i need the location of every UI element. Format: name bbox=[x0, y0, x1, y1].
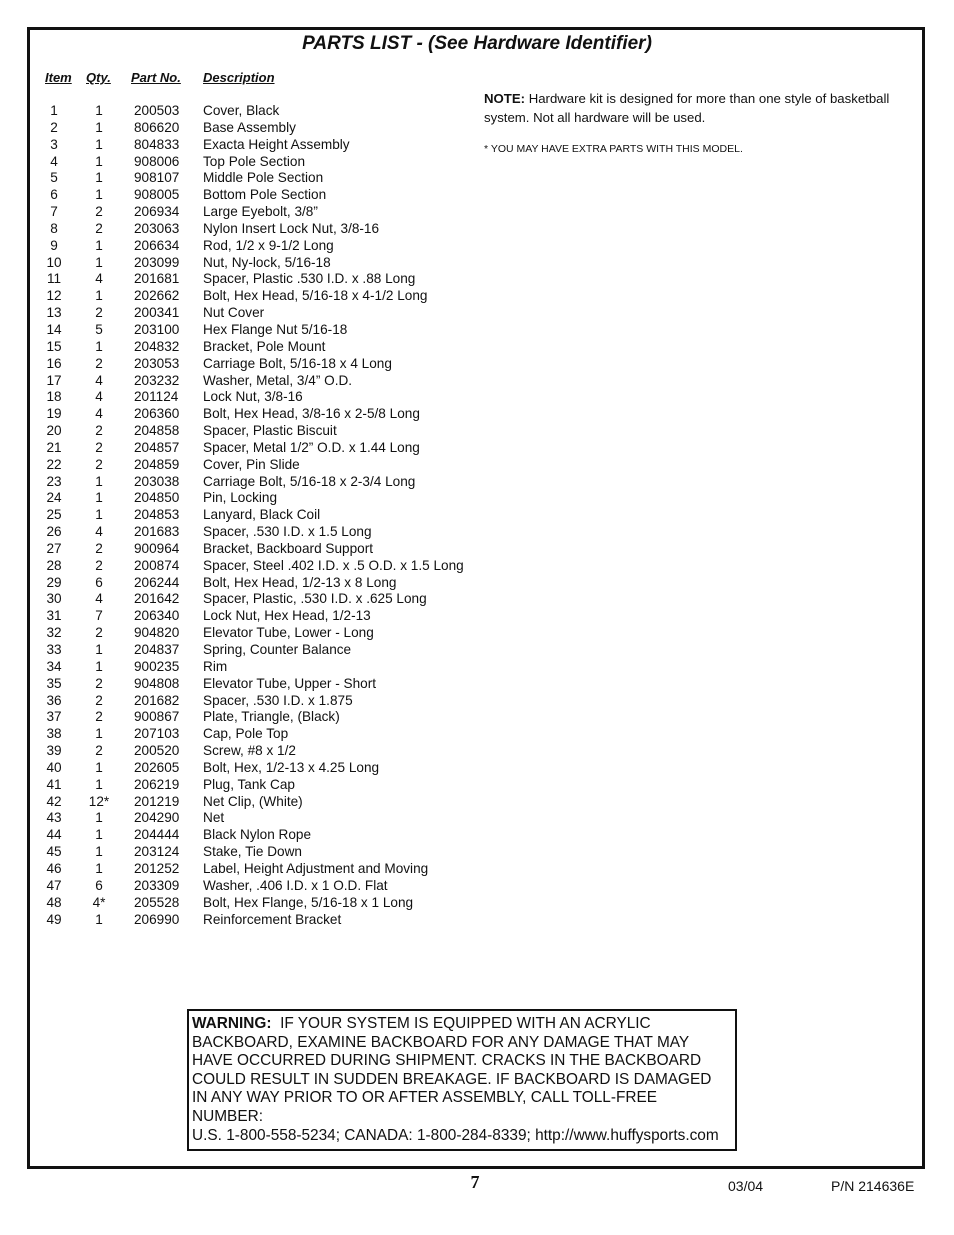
table-row bbox=[0, 288, 480, 305]
item-number: 9 bbox=[50, 237, 58, 253]
quantity: 2 bbox=[95, 743, 103, 759]
quantity: 4 bbox=[95, 591, 103, 607]
description: Bolt, Hex Head, 3/8-16 x 2-5/8 Long bbox=[203, 406, 420, 422]
item-number: 47 bbox=[46, 877, 62, 893]
table-row bbox=[0, 373, 480, 390]
item-number: 36 bbox=[46, 692, 62, 708]
table-row bbox=[0, 541, 480, 558]
item-number: 16 bbox=[46, 355, 62, 371]
table-row bbox=[0, 507, 480, 524]
description: Rim bbox=[203, 658, 228, 674]
quantity: 2 bbox=[95, 675, 103, 691]
item-number: 33 bbox=[46, 642, 62, 657]
note-text: Hardware kit is designed for more than one style of basketball system. Not all hardware will be used. bbox=[484, 91, 890, 125]
table-row bbox=[0, 709, 480, 726]
description: Middle Pole Section bbox=[203, 170, 324, 186]
part-number: 206244 bbox=[134, 574, 180, 590]
quantity: 2 bbox=[95, 557, 103, 573]
item-number: 6 bbox=[50, 187, 58, 203]
item-number: 23 bbox=[46, 473, 62, 489]
description: Label, Height Adjustment and Moving bbox=[203, 860, 429, 876]
quantity: 1 bbox=[95, 827, 103, 843]
part-number: 204859 bbox=[134, 456, 180, 472]
description: Lanyard, Black Coil bbox=[203, 507, 321, 523]
part-number: 904808 bbox=[134, 675, 180, 691]
table-row bbox=[0, 693, 480, 710]
table-row bbox=[0, 339, 480, 356]
table-row bbox=[0, 794, 480, 811]
table-row bbox=[0, 322, 480, 339]
item-number: 32 bbox=[46, 625, 62, 641]
table-row bbox=[0, 305, 480, 322]
table-row bbox=[0, 389, 480, 406]
part-number: 900867 bbox=[134, 709, 180, 725]
item-number: 45 bbox=[46, 844, 62, 860]
quantity: 2 bbox=[95, 220, 103, 236]
table-row bbox=[0, 726, 480, 743]
part-number: 204858 bbox=[134, 423, 180, 439]
item-number: 38 bbox=[46, 726, 62, 742]
description: Bolt, Hex Flange, 5/16-18 x 1 Long bbox=[203, 894, 414, 910]
warning-line: NUMBER: bbox=[192, 1107, 263, 1125]
part-number: 200520 bbox=[134, 743, 180, 759]
quantity: 1 bbox=[95, 237, 103, 253]
part-number: 201642 bbox=[134, 591, 180, 607]
table-row bbox=[0, 238, 480, 255]
item-number: 1 bbox=[50, 103, 58, 118]
item-number: 21 bbox=[46, 439, 62, 455]
part-number: 206340 bbox=[134, 608, 180, 624]
quantity: 12* bbox=[88, 793, 110, 809]
part-number: 203124 bbox=[134, 844, 180, 860]
part-number: 204853 bbox=[134, 507, 180, 523]
item-number: 48 bbox=[46, 894, 62, 910]
table-row bbox=[0, 170, 480, 187]
table-row bbox=[0, 474, 480, 491]
quantity: 1 bbox=[95, 153, 103, 169]
part-number: 206634 bbox=[134, 237, 180, 253]
page-title: PARTS LIST - (See Hardware Identifier) bbox=[302, 33, 652, 54]
table-row bbox=[0, 154, 480, 171]
table-row bbox=[0, 423, 480, 440]
description: Large Eyebolt, 3/8” bbox=[203, 204, 318, 220]
quantity: 1 bbox=[95, 170, 103, 186]
part-number: 204857 bbox=[134, 439, 180, 455]
item-number: 37 bbox=[46, 709, 62, 725]
part-number: 204444 bbox=[134, 827, 180, 843]
description: Elevator Tube, Upper - Short bbox=[203, 675, 377, 691]
table-row bbox=[0, 524, 480, 541]
part-number: 204837 bbox=[134, 642, 180, 657]
item-number: 19 bbox=[46, 406, 62, 422]
table-row bbox=[0, 558, 480, 575]
quantity: 1 bbox=[95, 844, 103, 860]
part-number: 900235 bbox=[134, 658, 180, 674]
quantity: 4 bbox=[95, 271, 103, 287]
table-row bbox=[0, 221, 480, 238]
description: Net bbox=[203, 810, 225, 826]
description: Washer, .406 I.D. x 1 O.D. Flat bbox=[203, 877, 388, 893]
item-number: 44 bbox=[46, 827, 62, 843]
item-number: 28 bbox=[46, 557, 62, 573]
table-row bbox=[0, 608, 480, 625]
description: Spacer, Metal 1/2” O.D. x 1.44 Long bbox=[203, 439, 420, 455]
table-row bbox=[0, 271, 480, 288]
item-number: 41 bbox=[46, 776, 62, 792]
part-number: 908107 bbox=[134, 170, 180, 186]
quantity: 1 bbox=[95, 136, 103, 152]
header-part-no: Part No. bbox=[131, 70, 181, 85]
quantity: 2 bbox=[95, 709, 103, 725]
description: Bolt, Hex Head, 1/2-13 x 8 Long bbox=[203, 574, 397, 590]
quantity: 2 bbox=[95, 692, 103, 708]
part-number: 206219 bbox=[134, 776, 180, 792]
quantity: 1 bbox=[95, 860, 103, 876]
item-number: 40 bbox=[46, 759, 62, 775]
description: Reinforcement Bracket bbox=[203, 911, 342, 927]
part-number: 900964 bbox=[134, 540, 180, 556]
description: Cover, Pin Slide bbox=[203, 456, 300, 472]
item-number: 2 bbox=[50, 119, 58, 135]
part-number: 201252 bbox=[134, 860, 180, 876]
description: Elevator Tube, Lower - Long bbox=[203, 625, 374, 641]
part-number: 206990 bbox=[134, 911, 180, 927]
quantity: 2 bbox=[95, 204, 103, 220]
description: Washer, Metal, 3/4” O.D. bbox=[203, 372, 353, 388]
quantity: 2 bbox=[95, 540, 103, 556]
item-number: 46 bbox=[46, 860, 62, 876]
description: Base Assembly bbox=[203, 119, 296, 135]
quantity: 1 bbox=[95, 658, 103, 674]
description: Hex Flange Nut 5/16-18 bbox=[203, 321, 348, 337]
note-label: NOTE: bbox=[484, 91, 526, 106]
part-number: 201683 bbox=[134, 524, 180, 540]
item-number: 22 bbox=[46, 456, 62, 472]
part-number: 908006 bbox=[134, 153, 180, 169]
table-row bbox=[0, 103, 480, 120]
quantity: 1 bbox=[95, 507, 103, 523]
description: Spacer, .530 I.D. x 1.5 Long bbox=[203, 524, 372, 540]
warning-box bbox=[187, 1009, 737, 1151]
item-number: 8 bbox=[50, 220, 58, 236]
quantity: 1 bbox=[95, 338, 103, 354]
revision-date: 03/04 bbox=[728, 1178, 764, 1194]
item-number: 39 bbox=[46, 743, 62, 759]
hardware-note bbox=[484, 89, 924, 127]
description: Plug, Tank Cap bbox=[203, 776, 295, 792]
description: Spacer, .530 I.D. x 1.875 bbox=[203, 692, 353, 708]
table-row bbox=[0, 810, 480, 827]
quantity: 1 bbox=[95, 759, 103, 775]
quantity: 1 bbox=[95, 776, 103, 792]
table-row bbox=[0, 895, 480, 912]
item-number: 34 bbox=[46, 658, 62, 674]
quantity: 4 bbox=[95, 524, 103, 540]
quantity: 1 bbox=[95, 490, 103, 506]
table-row bbox=[0, 642, 480, 659]
part-number: 205528 bbox=[134, 894, 180, 910]
item-number: 27 bbox=[46, 540, 62, 556]
description: Bolt, Hex, 1/2-13 x 4.25 Long bbox=[203, 759, 380, 775]
description: Screw, #8 x 1/2 bbox=[203, 743, 296, 759]
item-number: 15 bbox=[46, 338, 62, 354]
description: Cap, Pole Top bbox=[203, 726, 289, 742]
warning-line: IN ANY WAY PRIOR TO OR AFTER ASSEMBLY, CALL TOLL-FREE bbox=[192, 1089, 658, 1107]
quantity: 1 bbox=[95, 726, 103, 742]
part-number: 203038 bbox=[134, 473, 180, 489]
table-row bbox=[0, 440, 480, 457]
extra-parts-note: * YOU MAY HAVE EXTRA PARTS WITH THIS MODEL. bbox=[484, 143, 743, 155]
quantity: 6 bbox=[95, 877, 103, 893]
quantity: 1 bbox=[95, 810, 103, 826]
quantity: 4 bbox=[95, 389, 103, 405]
description: Nut Cover bbox=[203, 305, 265, 321]
item-number: 31 bbox=[46, 608, 62, 624]
part-number: 204290 bbox=[134, 810, 180, 826]
table-row bbox=[0, 406, 480, 423]
item-number: 20 bbox=[46, 423, 62, 439]
part-number: 203053 bbox=[134, 355, 180, 371]
quantity: 1 bbox=[95, 911, 103, 927]
description: Top Pole Section bbox=[203, 153, 306, 169]
part-number: 201219 bbox=[134, 793, 180, 809]
table-row bbox=[0, 743, 480, 760]
part-number: 203309 bbox=[134, 877, 180, 893]
part-number: 203100 bbox=[134, 321, 180, 337]
table-row bbox=[0, 204, 480, 221]
item-number: 49 bbox=[46, 911, 62, 927]
item-number: 13 bbox=[46, 305, 62, 321]
description: Cover, Black bbox=[203, 103, 280, 118]
header-qty: Qty. bbox=[86, 70, 111, 85]
description: Plate, Triangle, (Black) bbox=[203, 709, 340, 725]
item-number: 30 bbox=[46, 591, 62, 607]
description: Exacta Height Assembly bbox=[203, 136, 350, 152]
quantity: 2 bbox=[95, 423, 103, 439]
table-row bbox=[0, 255, 480, 272]
part-number: 200341 bbox=[134, 305, 180, 321]
quantity: 5 bbox=[95, 321, 103, 337]
part-number: 207103 bbox=[134, 726, 180, 742]
description: Bracket, Pole Mount bbox=[203, 338, 326, 354]
description: Nut, Ny-lock, 5/16-18 bbox=[203, 254, 331, 270]
description: Carriage Bolt, 5/16-18 x 2-3/4 Long bbox=[203, 473, 416, 489]
item-number: 12 bbox=[46, 288, 62, 304]
part-number: 201681 bbox=[134, 271, 180, 287]
part-number: 204850 bbox=[134, 490, 180, 506]
item-number: 26 bbox=[46, 524, 62, 540]
table-row bbox=[0, 827, 480, 844]
part-number: 202605 bbox=[134, 759, 180, 775]
table-row bbox=[0, 187, 480, 204]
quantity: 1 bbox=[95, 187, 103, 203]
part-number: 203063 bbox=[134, 220, 180, 236]
warning-label: WARNING: bbox=[192, 1015, 272, 1032]
part-number: 203099 bbox=[134, 254, 180, 270]
quantity: 1 bbox=[95, 119, 103, 135]
part-number: 201124 bbox=[134, 389, 179, 405]
part-number: 206934 bbox=[134, 204, 180, 220]
description: Carriage Bolt, 5/16-18 x 4 Long bbox=[203, 355, 392, 371]
description: Spacer, Plastic, .530 I.D. x .625 Long bbox=[203, 591, 427, 607]
item-number: 43 bbox=[46, 810, 62, 826]
table-row bbox=[0, 659, 480, 676]
parts-table bbox=[0, 103, 480, 928]
table-row bbox=[0, 457, 480, 474]
table-row bbox=[0, 575, 480, 592]
table-row bbox=[0, 490, 480, 507]
part-number: 908005 bbox=[134, 187, 180, 203]
description: Black Nylon Rope bbox=[203, 827, 312, 843]
description: Bottom Pole Section bbox=[203, 187, 327, 203]
item-number: 29 bbox=[46, 574, 62, 590]
quantity: 4 bbox=[95, 406, 103, 422]
header-description: Description bbox=[203, 70, 275, 85]
description: Spacer, Steel .402 I.D. x .5 O.D. x 1.5 Long bbox=[203, 557, 464, 573]
description: Rod, 1/2 x 9-1/2 Long bbox=[203, 237, 334, 253]
table-row bbox=[0, 137, 480, 154]
table-row bbox=[0, 120, 480, 137]
part-number: 200503 bbox=[134, 103, 180, 118]
part-number: 804833 bbox=[134, 136, 180, 152]
table-row bbox=[0, 844, 480, 861]
part-number: 204832 bbox=[134, 338, 180, 354]
warning-line: BACKBOARD, EXAMINE BACKBOARD FOR ANY DAMAGE THAT MAY bbox=[192, 1033, 690, 1051]
part-number: 806620 bbox=[134, 119, 180, 135]
description: Lock Nut, Hex Head, 1/2-13 bbox=[203, 608, 371, 624]
description: Net Clip, (White) bbox=[203, 793, 303, 809]
part-number: 904820 bbox=[134, 625, 180, 641]
warning-line: WARNING: IF YOUR SYSTEM IS EQUIPPED WITH AN ACRYLIC bbox=[192, 1015, 651, 1032]
quantity: 1 bbox=[95, 473, 103, 489]
part-number: 206360 bbox=[134, 406, 180, 422]
part-number: 201682 bbox=[134, 692, 180, 708]
item-number: 4 bbox=[50, 153, 58, 169]
description: Bolt, Hex Head, 5/16-18 x 4-1/2 Long bbox=[203, 288, 428, 304]
warning-line: COULD RESULT IN SUDDEN BREAKAGE. IF BACKBOARD IS DAMAGED bbox=[192, 1070, 712, 1088]
description: Spacer, Plastic Biscuit bbox=[203, 423, 337, 439]
description: Stake, Tie Down bbox=[203, 844, 302, 860]
item-number: 11 bbox=[46, 271, 62, 287]
item-number: 3 bbox=[50, 136, 58, 152]
item-number: 18 bbox=[46, 389, 62, 405]
table-row bbox=[0, 356, 480, 373]
description: Lock Nut, 3/8-16 bbox=[203, 389, 303, 405]
item-number: 17 bbox=[46, 372, 62, 388]
table-row bbox=[0, 878, 480, 895]
quantity: 2 bbox=[95, 305, 103, 321]
item-number: 14 bbox=[46, 321, 62, 337]
quantity: 1 bbox=[95, 288, 103, 304]
description: Spring, Counter Balance bbox=[203, 642, 352, 657]
quantity: 6 bbox=[95, 574, 103, 590]
item-number: 42 bbox=[46, 793, 62, 809]
table-row bbox=[0, 625, 480, 642]
quantity: 1 bbox=[95, 254, 103, 270]
part-number: 202662 bbox=[134, 288, 180, 304]
item-number: 24 bbox=[46, 490, 62, 506]
quantity: 1 bbox=[95, 103, 103, 118]
item-number: 5 bbox=[50, 170, 58, 186]
quantity: 2 bbox=[95, 355, 103, 371]
item-number: 25 bbox=[46, 507, 62, 523]
quantity: 4 bbox=[95, 372, 103, 388]
quantity: 4* bbox=[92, 894, 106, 910]
page-number: 7 bbox=[470, 1172, 480, 1192]
item-number: 10 bbox=[46, 254, 62, 270]
table-row bbox=[0, 912, 480, 929]
description: Nylon Insert Lock Nut, 3/8-16 bbox=[203, 220, 380, 236]
part-number: 200874 bbox=[134, 557, 180, 573]
item-number: 7 bbox=[50, 204, 58, 220]
table-row bbox=[0, 777, 480, 794]
table-row bbox=[0, 591, 480, 608]
quantity: 2 bbox=[95, 456, 103, 472]
quantity: 2 bbox=[95, 625, 103, 641]
table-row bbox=[0, 861, 480, 878]
description: Pin, Locking bbox=[203, 490, 278, 506]
item-number: 35 bbox=[46, 675, 62, 691]
warning-line: HAVE OCCURRED DURING SHIPMENT. CRACKS IN THE BACKBOARD bbox=[192, 1052, 702, 1070]
quantity: 2 bbox=[95, 439, 103, 455]
quantity: 1 bbox=[95, 642, 103, 657]
quantity: 7 bbox=[95, 608, 103, 624]
description: Bracket, Backboard Support bbox=[203, 540, 374, 556]
document-part-number: P/N 214636E bbox=[831, 1178, 915, 1194]
description: Spacer, Plastic .530 I.D. x .88 Long bbox=[203, 271, 416, 287]
table-row bbox=[0, 760, 480, 777]
warning-contact-line: U.S. 1-800-558-5234; CANADA: 1-800-284-8339; http://www.huffysports.com bbox=[192, 1126, 719, 1144]
table-row bbox=[0, 676, 480, 693]
header-item: Item bbox=[45, 70, 72, 85]
part-number: 203232 bbox=[134, 372, 180, 388]
